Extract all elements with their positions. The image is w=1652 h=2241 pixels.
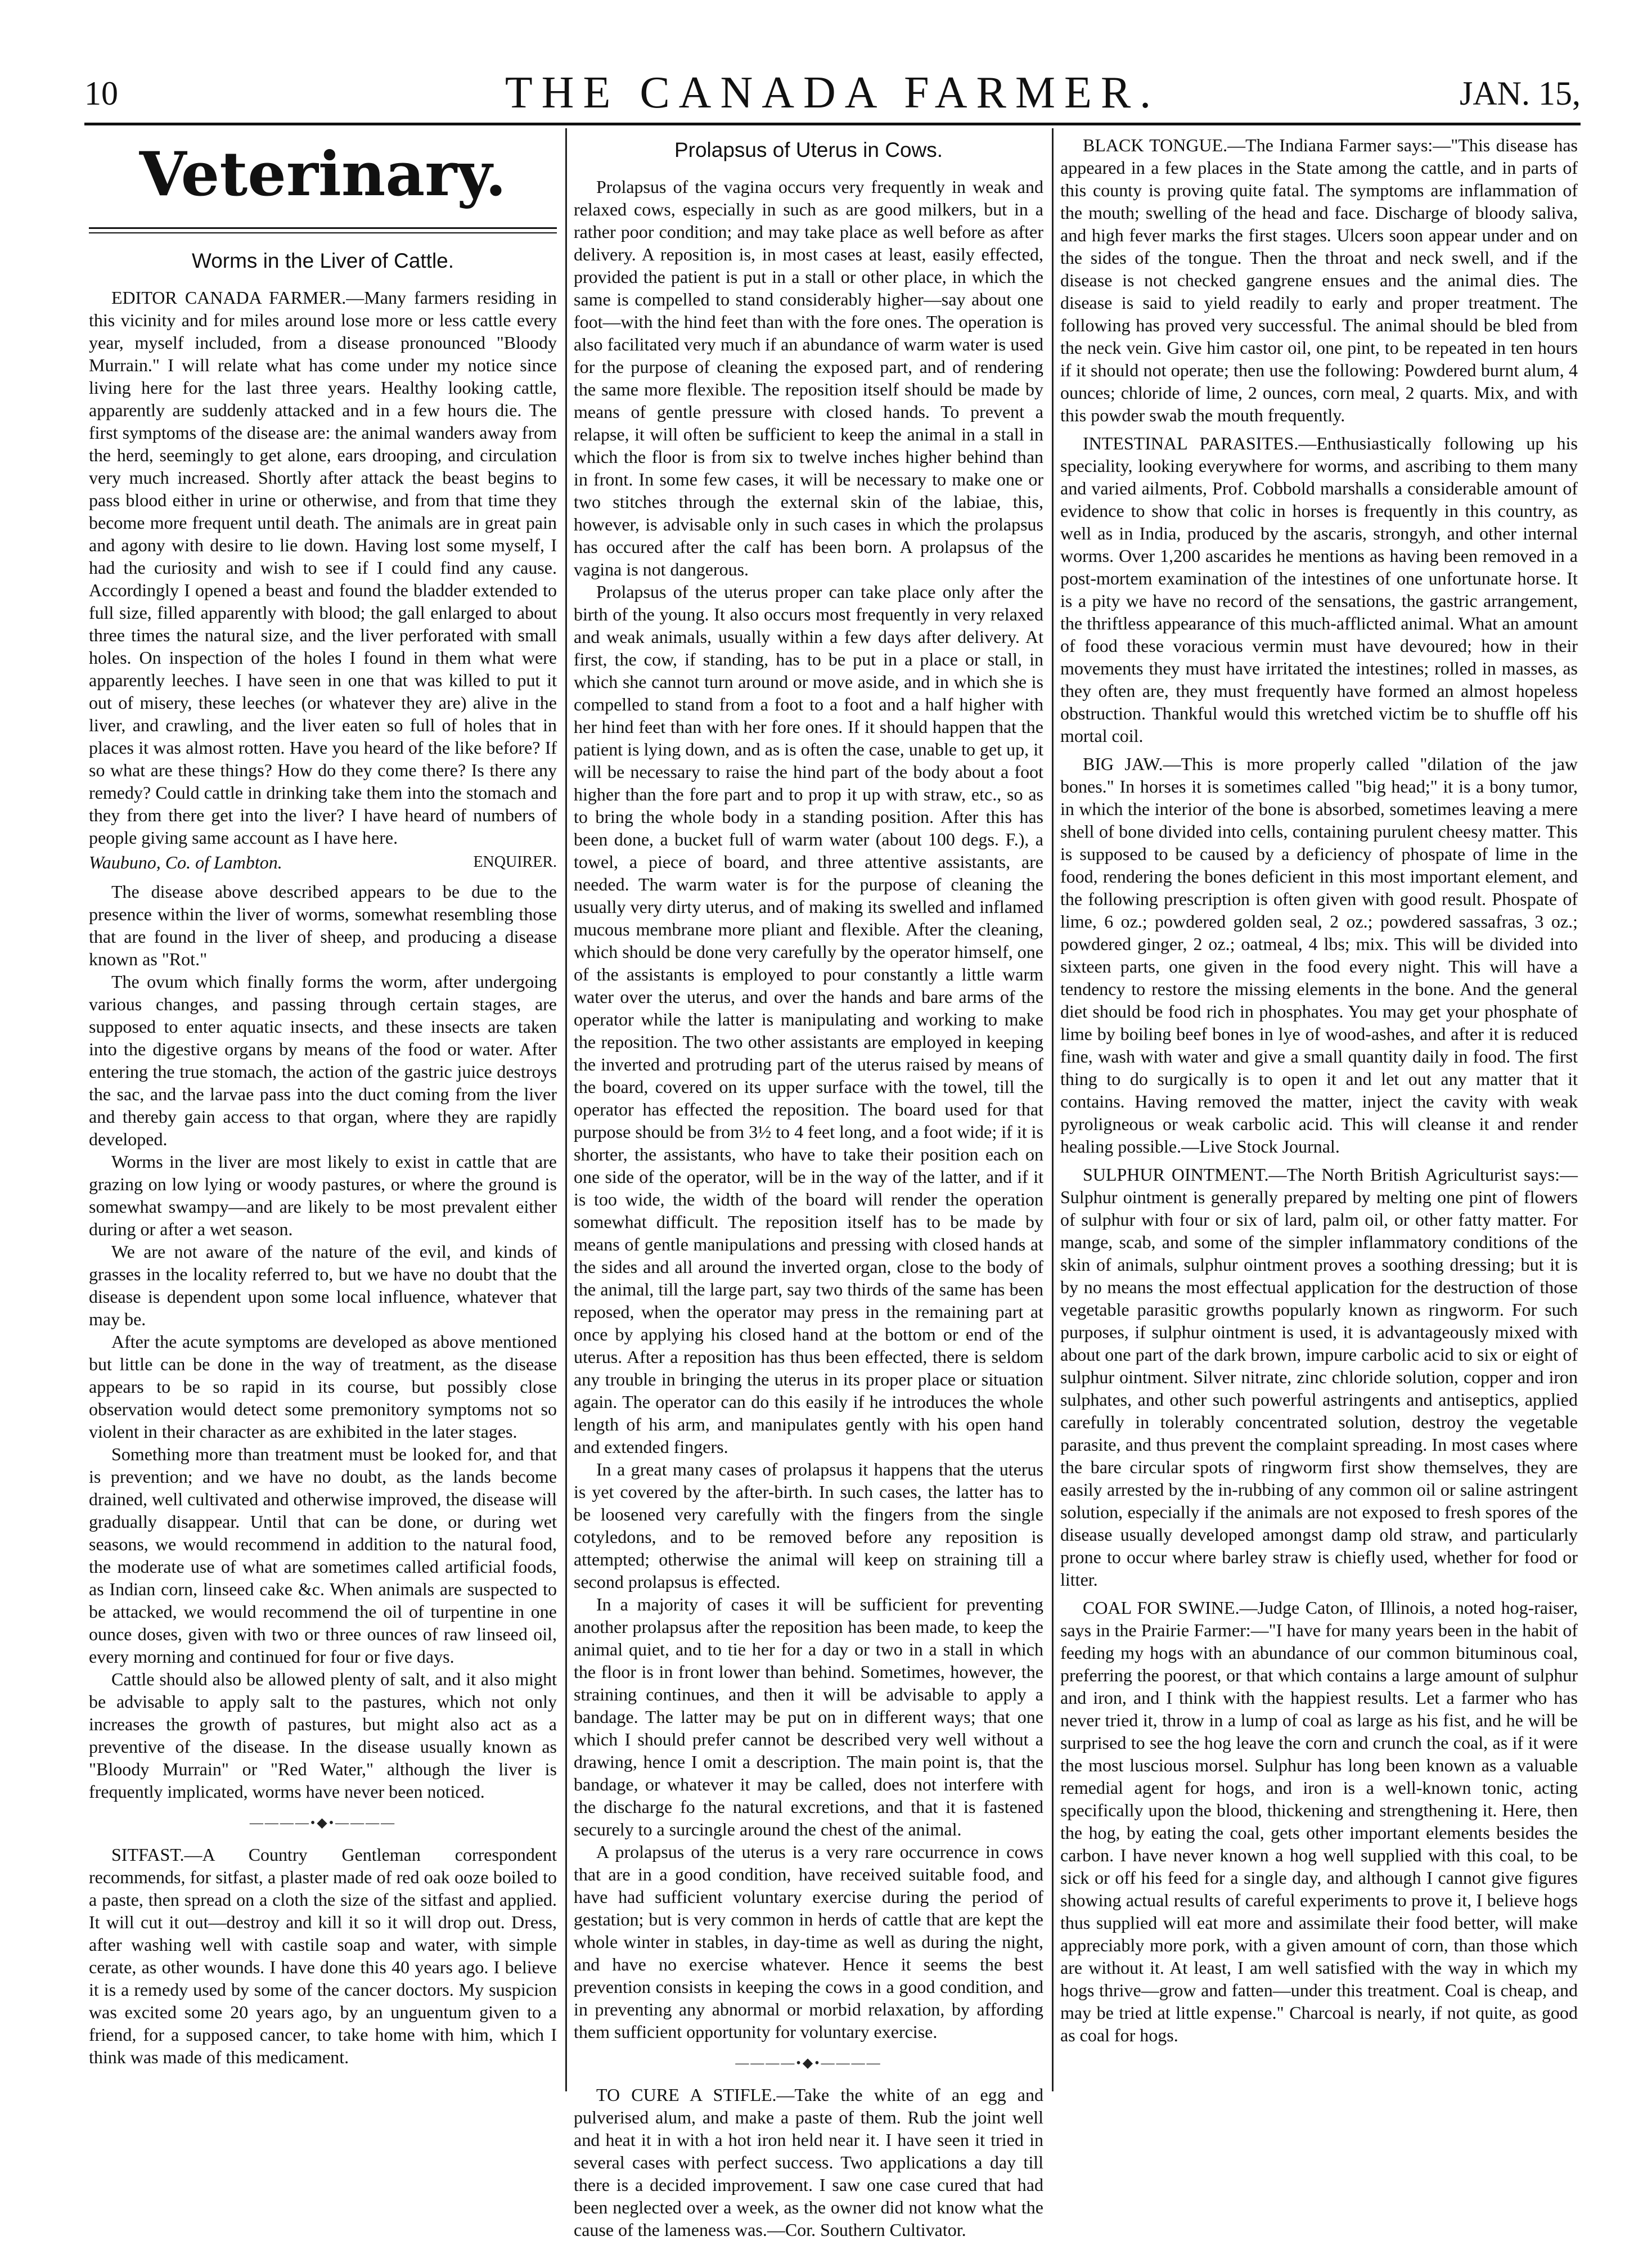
prolapsus-paragraph: In a majority of cases it will be sufficient for preventing another prolapsus after the reposition has been made, to keep the animal quiet, and to tie her for a day or two in a stall in which the floor is in front lower than behind. Sometimes, however, the straining continues, and then it will be advisable to apply a bandage. The latter may be put on in different ways; that one which I should prefer cannot be described very well without a drawing, hence I omit a description. The main point is, that the bandage, or whatever it may be called, does not interfere with the discharge fo the natural excretions, and that it is fastened securely to a surcingle around the chest of the animal.	[574, 1594, 1043, 1839]
separator-ornament: ————•◆•————	[735, 2056, 882, 2071]
sitfast-paragraph: SITFAST.—A Country Gentleman correspondent recommends, for sitfast, a plaster made of red oak ooze boiled to a paste, then spread on a cloth the size of the sitfast and applied. It will cut it out—destroy and kill it so it will drop out. Dress, after washing well with castile soap and water, with simple cerate, as other wounds. I have done this 40 years ago. I believe it is a remedy used by some of the cancer doctors. My suspicion was excited some 20 years ago, by an unguentum given to a friend, for a supposed cancer, to take home with him, which I think was made of this medicament.	[89, 1844, 557, 2067]
page-number: 10	[84, 75, 118, 112]
section-title: Veterinary.	[139, 139, 507, 210]
masthead-rule	[84, 123, 1581, 125]
article-heading-prolapsus: Prolapsus of Uterus in Cows.	[674, 138, 943, 161]
reply-paragraph: Something more than treatment must be looked for, and that is prevention; and we have no doubt, as the lands become drained, well cultivated and otherwise improved, the disease will gradually disappear. Until that can be done, or during wet seasons, we would recommend in addition to the natural food, the moderate use of what are sometimes called artificial foods, as Indian corn, linseed cake &c. When animals are suspected to be attacked, we would recommend the oil of turpentine in one ounce doses, given with two or three ounces of raw linseed oil, every morning and continued for four or five days.	[89, 1444, 557, 1667]
publication-title: THE CANADA FARMER.	[505, 68, 1160, 118]
signature-name: ENQUIRER.	[473, 853, 557, 871]
reply-paragraph: Worms in the liver are most likely to exist in cattle that are grazing on low lying or woody pastures, or where the ground is somewhat swampy—and are likely to be most prevalent either during or after a wet season.	[89, 1151, 557, 1239]
separator-ornament: ————•◆•————	[249, 1816, 397, 1830]
reply-paragraph: The disease above described appears to be due to the presence within the liver of worms, somewhat resembling those that are found in the liver of sheep, and producing a disease known as "Rot."	[89, 881, 557, 969]
prolapsus-paragraph: Prolapsus of the uterus proper can take place only after the birth of the young. It also occurs most frequently in very relaxed and weak animals, usually within a few days after delivery. At first, the cow, if standing, has to be put in a place or stall, in which she cannot turn around or move aside, and in which she is compelled to stand from a foot to a foot and a half higher with her hind feet than with her fore ones. If it should happen that the patient is lying down, and as is often the case, unable to get up, it will be necessary to raise the hind part of the body about a foot higher than the fore part and to prop it up with straw, etc., so as to bring the whole body in a standing position. After this has been done, a bucket full of warm water (about 100 degs. F.), a towel, a piece of board, and three attentive assistants, are needed. The warm water is for the purpose of cleaning the usually very dirty uterus, and of making its swelled and inflamed mucous membrane more pliant and flexible. After the cleaning, which should be done very carefully by the operator himself, one of the assistants is employed to pour constantly a little warm water over the uterus, and over the hands and bare arms of the operator while the latter is manipulating and working to make the reposition. The two other assistants are employed in keeping the inverted and protruding part of the uterus raised by means of the board, covered on its upper surface with the towel, till the operator has effected the reposition. The board used for that purpose should be from 3½ to 4 feet long, and a foot wide; if it is shorter, the assistants, who have to take their position each on one side of the operator, will be in the way of the latter, and if it is too wide, the width of the board will render the operation somewhat difficult. The reposition itself has to be made by means of gentle manipulations and pressing with closed hands at the sides and all around the inverted organ, close to the body of the animal, till the large part, say two thirds of the same has been reposed, when the operator may press in the remaining part at once by applying his closed hand at the bottom or end of the uterus. After a reposition has thus been effected, there is seldom any trouble in bringing the uterus in its proper place or situation again. The operator can do this easily if he introduces the whole length of his arm, and manipulates gently with his open hand and extended fingers.	[574, 582, 1043, 1457]
letter-signature	[89, 851, 557, 874]
big-jaw-paragraph: BIG JAW.—This is more properly called "dilation of the jaw bones." In horses it is sometimes called "big head;" it is a bony tumor, in which the interior of the bone is absorbed, sometimes leaving a mere shell of bone divided into cells, containing purulent cheesy matter. This is supposed to be caused by a deficiency of phospate of lime in the food, rendering the bones deficient in this most important element, and the following prescription is often given with good result. Phospate of lime, 6 oz.; powdered golden seal, 2 oz.; powdered sassafras, 3 oz.; powdered ginger, 2 oz.; oatmeal, 4 lbs; mix. This will be divided into sixteen parts, one given in the food every night. This will have a tendency to restore the missing elements in the bone. And the general diet should be food rich in phosphates. You may get your phosphate of lime by boiling beef bones in lye of wood-ashes, and after it is reduced fine, wash with water and give a small quantity daily in food. The first thing to do surgically is to open it and let out any matter that it contains. Having removed the matter, inject the cavity with weak pyroligneous or weak carbolic acid. This will cleanse it and render healing possible.—Live Stock Journal.	[1060, 754, 1578, 1156]
prolapsus-paragraph: A prolapsus of the uterus is a very rare occurrence in cows that are in a good condition, have received suitable food, and have had sufficient voluntary exercise during the period of gestation; but is very common in herds of cattle that are kept the whole winter in stables, in day-time as well as during the night, and have no exercise whatever. Hence it seems the best prevention consists in keeping the cows in a good condition, and in preventing any abnormal or morbid relaxation, by affording them sufficient opportunity for voluntary exercise.	[574, 1842, 1043, 2042]
prolapsus-paragraph: Prolapsus of the vagina occurs very frequently in weak and relaxed cows, especially in such as are good milkers, but in a rather poor condition; and may take place as well before as after delivery. A reposition is, in most cases at least, easily effected, provided the patient is put in a stall or other place, in which the same is compelled to stand considerably higher—say about one foot—with the hind feet than with the fore ones. The operation is also facilitated very much if an abundance of warm water is used for the purpose of cleaning the exposed part, and of rendering the same more flexible. The reposition itself should be made by means of gentle pressure with closed hands. To prevent a relapse, it will often be sufficient to keep the animal in a stall in which the floor is from six to twelve inches higher behind than in front. In some few cases, it will be necessary to make one or two stitches through the external skin of the labiae, this, however, is advisable only in such cases in which the prolapsus has occured after the calf has been born. A prolapsus of the vagina is not dangerous.	[574, 177, 1043, 579]
coal-for-swine-paragraph: COAL FOR SWINE.—Judge Caton, of Illinois, a noted hog-raiser, says in the Prairie Farmer:—"I have for many years been in the habit of feeding my hogs with an abundance of our common bituminous coal, preferring the poorest, or that which contains a large amount of sulphur and iron, and I think with the happiest results. Let a farmer who has never tried it, throw in a lump of coal as large as his fist, and he will be surprised to see the hog leave the corn and crunch the coal, as if it were the most luscious morsel. Sulphur has long been known as a valuable remedial agent for hogs, and iron is a well-known tonic, acting specifically upon the blood, thickening and strengthening it. Here, then the hog, by eating the coal, gets other important elements besides the carbon. I have never known a hog well supplied with this coal, to be sick or off his feed for a single day, and although I cannot give figures showing actual results of careful experiments to prove it, I believe hogs thus supplied will eat more and assimilate their food better, will make appreciably more pork, with a given amount of corn, than those which are without it. At least, I am well satisfied with the way in which my hogs thrive—grow and fatten—under this treatment. Coal is cheap, and may be tried at little expense." Charcoal is nearly, if not quite, as good as coal for hogs.	[1060, 1598, 1578, 2045]
issue-date: JAN. 15,	[1459, 75, 1581, 112]
column-3	[1060, 134, 1578, 2103]
intestinal-parasites-paragraph: INTESTINAL PARASITES.—Enthusiastically following up his speciality, looking everywhere for worms, and ascribing to them many and varied ailments, Prof. Cobbold marshalls a considerable amount of evidence to show that colic in horses is frequently in this country, as well as in India, produced by the ascaris, strongyh, and other internal worms. Over 1,200 ascarides he mentions as having been removed in a post-mortem examination of the intestines of one unfortunate horse. It is a pity we have no record of the sensations, the gastric arrangement, the thriftless appearance of this much-afflicted animal. What an amount of food these voracious vermin must have devoured; how in their movements they must have irritated the intestines; rolled in masses, as they often are, they must frequently have formed an almost hopeless obstruction. Thankful would this wretched victim be to shuffle off his mortal coil.	[1060, 433, 1578, 746]
black-tongue-paragraph: BLACK TONGUE.—The Indiana Farmer says:—"This disease has appeared in a few places in the State among the cattle, and in parts of this county is proving quite fatal. The symptoms are inflammation of the mouth; swelling of the head and face. Discharge of bloody saliva, and high fever marks the first stages. Ulcers soon appear under and on the sides of the tongue. Then the throat and neck swell, and if the disease is not checked gangrene ensues and the animal dies. The disease is said to yield readily to early and proper treatment. The following has proved very successful. The animal should be bled from the neck vein. Give him castor oil, one pint, to be repeated in ten hours if it should not operate; then use the following: Powdered burnt alum, 4 ounces; chloride of lime, 2 ounces, corn meal, 2 quarts. Mix, and with this powder swab the mouth frequently.	[1060, 135, 1578, 425]
sulphur-ointment-paragraph: SULPHUR OINTMENT.—The North British Agriculturist says:—Sulphur ointment is generally prepared by melting one pint of flowers of sulphur with four or six of lard, palm oil, or other fatty matter. For mange, scab, and some of the simpler inflammatory conditions of the skin of animals, sulphur ointment proves a soothing dressing; but it is by no means the most effectual application for the destruction of those vegetable parasitic growths popularly known as ringworm. For such purposes, if sulphur ointment is used, it is advantageously mixed with about one part of the dark brown, impure carbolic acid to six or eight of sulphur ointment. Silver nitrate, zinc chloride solution, copper and iron sulphates, and other such powerful astringents and antiseptics, applied carefully in tolerably concentrated solution, destroy the vegetable parasite, and thus prevent the complaint spreading. In most cases where the bare circular spots of ringworm first show themselves, they are easily arrested by the in-rubbing of any common oil or saline astringent solution, especially if the animals are not exposed to fresh spores of the disease usually developed amongst damp old straw, and particularly prone to occur where barley straw is chiefly used, whether for food or litter.	[1060, 1164, 1578, 1590]
column-divider-1	[565, 128, 567, 2091]
prolapsus-paragraph: In a great many cases of prolapsus it happens that the uterus is yet covered by the after-birth. In such cases, the latter has to be loosened very carefully with the fingers from the single cotyledons, and to be removed before any reposition is attempted; otherwise the animal will keep on straining till a second prolapsus is effected.	[574, 1459, 1043, 1592]
article-heading-worms: Worms in the Liver of Cattle.	[191, 249, 454, 272]
letter-text: EDITOR CANADA FARMER.—Many farmers residing in this vicinity and for miles around lose more or less cattle every year, myself included, from a disease pronounced "Bloody Murrain." I will relate what has come under my notice since living here for the last three years. Healthy looking cattle, apparently are suddenly attacked and in a few hours die. The first symptoms of the disease are: the animal wanders away from the herd, seemingly to get alone, ears drooping, and circulation very much increased. Shortly after attack the beast begins to pass blood either in urine or otherwise, and from that time they become more frequent until death. The animals are in great pain and agony with desire to lie down. Having lost some myself, I had the curiosity and wish to see if I could find any cause. Accordingly I opened a beast and found the bladder extended to full size, filled apparently with blood; the gall enlarged to about three times the natural size, and the liver perforated with small holes. On inspection of the holes I found in them what were apparently leeches. I have seen in one that was killed to put it out of misery, these leeches (or whatever they are) alive in the liver, and crawling, and the liver eaten so full of holes that in places it was almost rotten. Have you heard of the like before? If so what are these things? How do they come there? Is there any remedy? Could cattle in drinking take them into the stomach and they from there get into the liver? I have heard of numbers of people giving same account as I have here.	[89, 287, 557, 848]
stifle-paragraph: TO CURE A STIFLE.—Take the white of an egg and pulverised alum, and make a paste of them. Rub the joint well and heat it in with a hot iron held near it. I have seen it tried in several cases with perfect success. Two applications a day till there is a decided improvement. I saw one case cured that had been neglected over a week, as the owner did not know what the cause of the lameness was.—Cor. Southern Cultivator.	[574, 2085, 1043, 2240]
section-rule	[89, 227, 557, 233]
reply-paragraph: The ovum which finally forms the worm, after undergoing various changes, and passing through certain stages, are supposed to enter aquatic insects, and these insects are taken into the digestive organs by means of the food or water. After entering the true stomach, the action of the gastric juice destroys the sac, and the larvae pass into the duct coming from the liver and thereby gain access to that organ, where they are rapidly developed.	[89, 971, 557, 1149]
reply-paragraph: Cattle should also be allowed plenty of salt, and it also might be advisable to apply salt to the pastures, which not only increases the growth of pastures, but might also act as a preventive of the disease. In the disease usually known as "Bloody Murrain" or "Red Water," although the liver is frequently implicated, worms have never been noticed.	[89, 1669, 557, 1802]
column-1	[89, 134, 557, 2103]
signature-place: Waubuno, Co. of Lambton.	[89, 852, 282, 872]
reply-paragraph: After the acute symptoms are developed as above mentioned but little can be done in the way of treatment, as the disease appears to be so rapid in its course, but possibly close observation would detect some premonitory symptoms not so violent in their character as are exhibited in the later stages.	[89, 1331, 557, 1442]
reply-paragraph: We are not aware of the nature of the evil, and kinds of grasses in the locality referred to, but we have no doubt that the disease is dependent upon some local influence, whatever that may be.	[89, 1241, 557, 1329]
column-2	[574, 134, 1043, 2240]
column-divider-2	[1052, 128, 1054, 2091]
masthead	[84, 68, 1581, 122]
